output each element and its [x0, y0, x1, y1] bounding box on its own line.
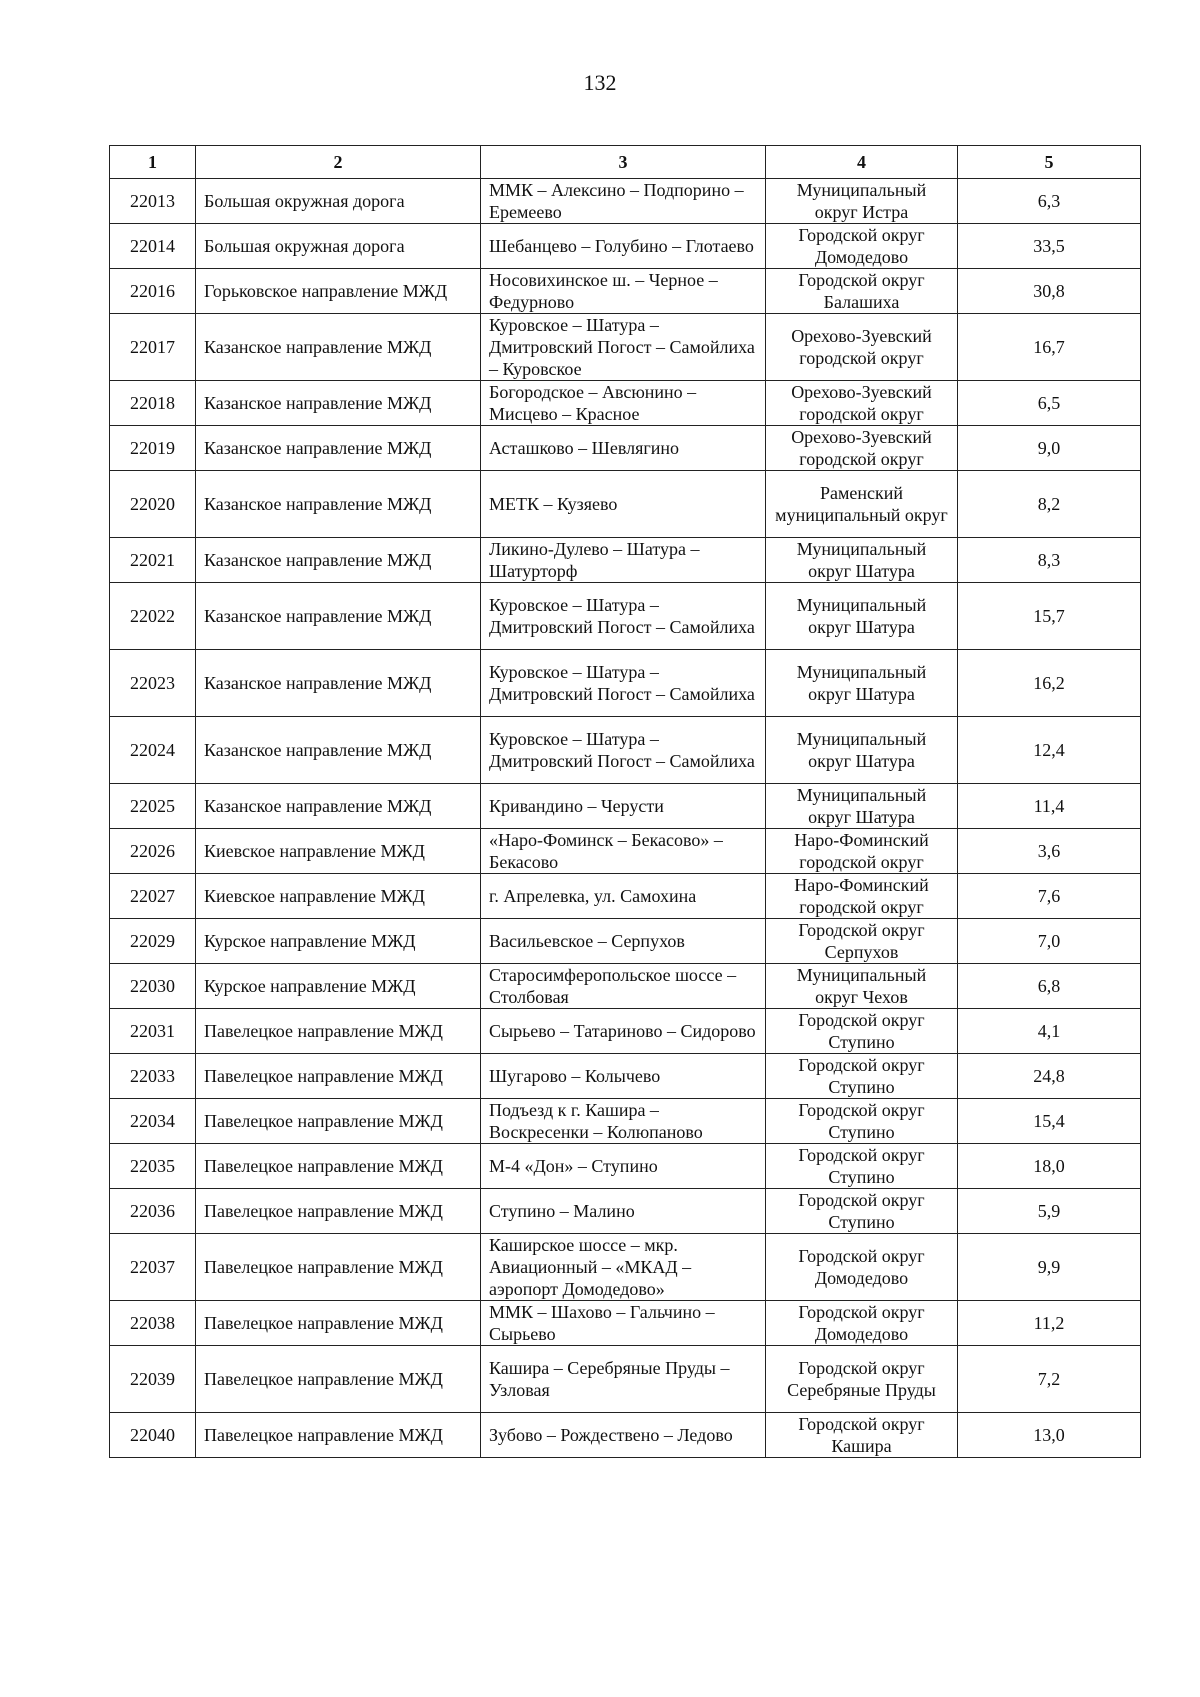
- row-district: Орехово-Зуевский городской округ: [766, 314, 958, 381]
- row-direction: Казанское направление МЖД: [196, 471, 481, 538]
- row-code: 22021: [110, 538, 196, 583]
- table-row: [110, 269, 1141, 314]
- row-direction: Казанское направление МЖД: [196, 381, 481, 426]
- row-code: 22023: [110, 650, 196, 717]
- row-direction: Большая окружная дорога: [196, 224, 481, 269]
- table-row: [110, 224, 1141, 269]
- row-district: Муниципальный округ Шатура: [766, 538, 958, 583]
- table-row: [110, 471, 1141, 538]
- row-route: Куровское – Шатура – Дмитровский Погост – Самойлиха: [481, 583, 766, 650]
- row-length: 13,0: [958, 1413, 1141, 1458]
- row-code: 22035: [110, 1144, 196, 1189]
- row-code: 22013: [110, 179, 196, 224]
- row-route: Ступино – Малино: [481, 1189, 766, 1234]
- row-length: 11,2: [958, 1301, 1141, 1346]
- row-length: 5,9: [958, 1189, 1141, 1234]
- header-col-1: 1: [110, 146, 196, 179]
- table-row: [110, 650, 1141, 717]
- row-code: 22025: [110, 784, 196, 829]
- table-row: [110, 717, 1141, 784]
- table-row: [110, 381, 1141, 426]
- table-row: [110, 1009, 1141, 1054]
- row-code: 22024: [110, 717, 196, 784]
- table-row: [110, 179, 1141, 224]
- table-row: [110, 426, 1141, 471]
- row-route: Куровское – Шатура – Дмитровский Погост – Самойлиха: [481, 717, 766, 784]
- row-direction: Киевское направление МЖД: [196, 874, 481, 919]
- table-row: [110, 1054, 1141, 1099]
- row-route: «Наро-Фоминск – Бекасово» – Бекасово: [481, 829, 766, 874]
- row-length: 6,5: [958, 381, 1141, 426]
- row-code: 22026: [110, 829, 196, 874]
- row-code: 22037: [110, 1234, 196, 1301]
- row-district: Городской округ Балашиха: [766, 269, 958, 314]
- page-number: 132: [583, 70, 617, 95]
- row-code: 22017: [110, 314, 196, 381]
- table-row: [110, 583, 1141, 650]
- row-length: 7,6: [958, 874, 1141, 919]
- row-route: Носовихинское ш. – Черное – Федурново: [481, 269, 766, 314]
- row-code: 22038: [110, 1301, 196, 1346]
- row-direction: Казанское направление МЖД: [196, 583, 481, 650]
- row-length: 11,4: [958, 784, 1141, 829]
- table-row: [110, 1099, 1141, 1144]
- row-direction: Павелецкое направление МЖД: [196, 1346, 481, 1413]
- row-direction: Курское направление МЖД: [196, 964, 481, 1009]
- row-direction: Казанское направление МЖД: [196, 650, 481, 717]
- row-district: Муниципальный округ Шатура: [766, 784, 958, 829]
- row-route: Сырьево – Татариново – Сидорово: [481, 1009, 766, 1054]
- roads-table: [109, 145, 1141, 1458]
- row-district: Наро-Фоминский городской округ: [766, 829, 958, 874]
- row-code: 22036: [110, 1189, 196, 1234]
- row-route: Подъезд к г. Кашира – Воскресенки – Колюпаново: [481, 1099, 766, 1144]
- row-code: 22029: [110, 919, 196, 964]
- row-district: Муниципальный округ Шатура: [766, 717, 958, 784]
- row-district: Муниципальный округ Истра: [766, 179, 958, 224]
- row-district: Городской округ Домодедово: [766, 1234, 958, 1301]
- row-code: 22018: [110, 381, 196, 426]
- row-route: Шугарово – Колычево: [481, 1054, 766, 1099]
- row-route: Ликино-Дулево – Шатура – Шатурторф: [481, 538, 766, 583]
- row-direction: Павелецкое направление МЖД: [196, 1301, 481, 1346]
- row-route: Кашира – Серебряные Пруды – Узловая: [481, 1346, 766, 1413]
- table-row: [110, 1189, 1141, 1234]
- row-route: Куровское – Шатура – Дмитровский Погост – Самойлиха – Куровское: [481, 314, 766, 381]
- row-district: Муниципальный округ Шатура: [766, 583, 958, 650]
- row-district: Городской округ Домодедово: [766, 224, 958, 269]
- table-row: [110, 538, 1141, 583]
- row-direction: Павелецкое направление МЖД: [196, 1009, 481, 1054]
- row-route: Васильевское – Серпухов: [481, 919, 766, 964]
- row-district: Муниципальный округ Чехов: [766, 964, 958, 1009]
- row-code: 22027: [110, 874, 196, 919]
- row-direction: Горьковское направление МЖД: [196, 269, 481, 314]
- table-row: [110, 314, 1141, 381]
- row-district: Городской округ Серебряные Пруды: [766, 1346, 958, 1413]
- row-route: г. Апрелевка, ул. Самохина: [481, 874, 766, 919]
- header-col-2: 2: [196, 146, 481, 179]
- row-district: Орехово-Зуевский городской округ: [766, 426, 958, 471]
- table-row: [110, 1144, 1141, 1189]
- row-code: 22020: [110, 471, 196, 538]
- row-route: М-4 «Дон» – Ступино: [481, 1144, 766, 1189]
- row-district: Муниципальный округ Шатура: [766, 650, 958, 717]
- row-district: Городской округ Ступино: [766, 1099, 958, 1144]
- row-direction: Павелецкое направление МЖД: [196, 1054, 481, 1099]
- table-row: [110, 1301, 1141, 1346]
- row-length: 16,2: [958, 650, 1141, 717]
- row-district: Городской округ Ступино: [766, 1189, 958, 1234]
- row-length: 30,8: [958, 269, 1141, 314]
- row-direction: Павелецкое направление МЖД: [196, 1413, 481, 1458]
- row-length: 24,8: [958, 1054, 1141, 1099]
- row-district: Городской округ Серпухов: [766, 919, 958, 964]
- row-direction: Курское направление МЖД: [196, 919, 481, 964]
- row-route: ММК – Шахово – Гальчино – Сырьево: [481, 1301, 766, 1346]
- row-route: Каширское шоссе – мкр. Авиационный – «МКАД – аэропорт Домодедово»: [481, 1234, 766, 1301]
- row-direction: Павелецкое направление МЖД: [196, 1234, 481, 1301]
- row-length: 3,6: [958, 829, 1141, 874]
- table-row: [110, 1413, 1141, 1458]
- row-route: Шебанцево – Голубино – Глотаево: [481, 224, 766, 269]
- row-code: 22016: [110, 269, 196, 314]
- table-row: [110, 1346, 1141, 1413]
- row-code: 22034: [110, 1099, 196, 1144]
- row-direction: Павелецкое направление МЖД: [196, 1189, 481, 1234]
- row-length: 7,0: [958, 919, 1141, 964]
- row-code: 22014: [110, 224, 196, 269]
- table-row: [110, 919, 1141, 964]
- row-length: 4,1: [958, 1009, 1141, 1054]
- header-col-4: 4: [766, 146, 958, 179]
- row-code: 22030: [110, 964, 196, 1009]
- row-length: 9,0: [958, 426, 1141, 471]
- row-direction: Казанское направление МЖД: [196, 314, 481, 381]
- row-route: Богородское – Авсюнино – Мисцево – Красное: [481, 381, 766, 426]
- row-direction: Большая окружная дорога: [196, 179, 481, 224]
- header-col-3: 3: [481, 146, 766, 179]
- row-direction: Казанское направление МЖД: [196, 426, 481, 471]
- row-length: 9,9: [958, 1234, 1141, 1301]
- table-header-row: [110, 146, 1141, 179]
- table-body: [110, 179, 1141, 1458]
- row-length: 15,7: [958, 583, 1141, 650]
- row-code: 22031: [110, 1009, 196, 1054]
- row-direction: Казанское направление МЖД: [196, 784, 481, 829]
- row-direction: Казанское направление МЖД: [196, 717, 481, 784]
- row-district: Раменский муниципальный округ: [766, 471, 958, 538]
- table-row: [110, 1234, 1141, 1301]
- row-code: 22022: [110, 583, 196, 650]
- row-route: Куровское – Шатура – Дмитровский Погост – Самойлиха: [481, 650, 766, 717]
- row-route: Зубово – Рождествено – Ледово: [481, 1413, 766, 1458]
- row-route: ММК – Алексино – Подпорино – Еремеево: [481, 179, 766, 224]
- row-length: 18,0: [958, 1144, 1141, 1189]
- row-district: Городской округ Ступино: [766, 1009, 958, 1054]
- row-district: Городской округ Ступино: [766, 1054, 958, 1099]
- row-code: 22033: [110, 1054, 196, 1099]
- row-direction: Киевское направление МЖД: [196, 829, 481, 874]
- row-length: 8,2: [958, 471, 1141, 538]
- row-district: Городской округ Ступино: [766, 1144, 958, 1189]
- row-length: 8,3: [958, 538, 1141, 583]
- row-route: Кривандино – Черусти: [481, 784, 766, 829]
- row-code: 22039: [110, 1346, 196, 1413]
- row-length: 7,2: [958, 1346, 1141, 1413]
- header-col-5: 5: [958, 146, 1141, 179]
- row-district: Орехово-Зуевский городской округ: [766, 381, 958, 426]
- table-row: [110, 784, 1141, 829]
- table-row: [110, 829, 1141, 874]
- row-length: 33,5: [958, 224, 1141, 269]
- row-district: Городской округ Домодедово: [766, 1301, 958, 1346]
- row-district: Городской округ Кашира: [766, 1413, 958, 1458]
- row-route: МЕТК – Кузяево: [481, 471, 766, 538]
- table-row: [110, 874, 1141, 919]
- row-code: 22040: [110, 1413, 196, 1458]
- row-code: 22019: [110, 426, 196, 471]
- row-length: 6,3: [958, 179, 1141, 224]
- row-direction: Павелецкое направление МЖД: [196, 1144, 481, 1189]
- row-length: 16,7: [958, 314, 1141, 381]
- row-district: Наро-Фоминский городской округ: [766, 874, 958, 919]
- row-direction: Казанское направление МЖД: [196, 538, 481, 583]
- row-length: 15,4: [958, 1099, 1141, 1144]
- table-row: [110, 964, 1141, 1009]
- row-length: 6,8: [958, 964, 1141, 1009]
- row-route: Асташково – Шевлягино: [481, 426, 766, 471]
- row-route: Старосимферопольское шоссе – Столбовая: [481, 964, 766, 1009]
- row-length: 12,4: [958, 717, 1141, 784]
- row-direction: Павелецкое направление МЖД: [196, 1099, 481, 1144]
